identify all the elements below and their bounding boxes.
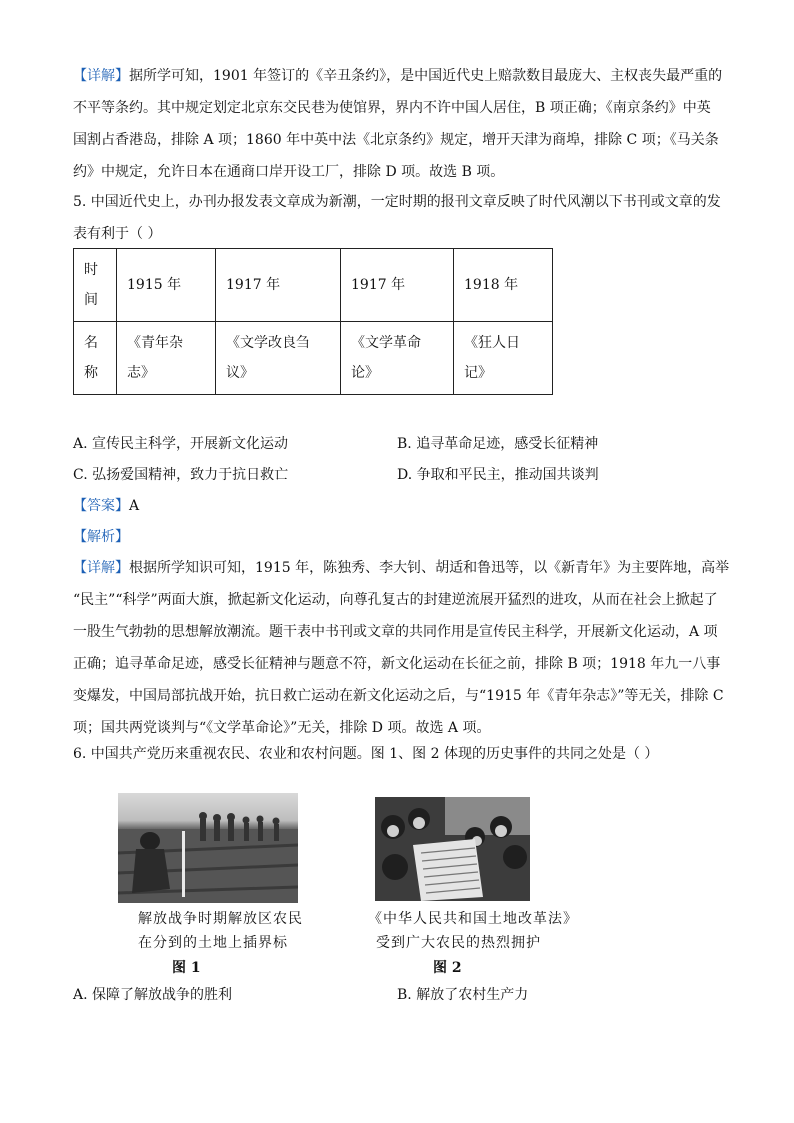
table-cell: 1918 年: [454, 249, 553, 322]
q5-stem: 5. 中国近代史上，办刊办报发表文章成为新潮，一定时期的报刊文章反映了时代风潮以下书刊或文章的发 表有利于（ ）: [73, 194, 721, 242]
q4-detail: [73, 60, 723, 188]
analysis-tag: 【解析】: [73, 529, 129, 545]
table-cell: 《狂人日 记》: [454, 322, 553, 395]
land-reform-law-photo: [375, 797, 530, 901]
table-cell: 1915 年: [117, 249, 216, 322]
option-d: D. 争取和平民主，推动国共谈判: [397, 467, 599, 483]
q5-table: [73, 248, 553, 395]
table-header-cell: 时 间: [74, 249, 117, 322]
q6-option-b: B. 解放了农村生产力: [397, 987, 529, 1003]
q4-detail-line: 【详解】据所学可知，1901 年签订的《辛丑条约》，是中国近代史上赔款数目最庞大、主权丧失最严重的: [73, 68, 723, 84]
q6-option-a: A. 保障了解放战争的胜利: [73, 987, 233, 1003]
fig1-label: 图 1: [172, 960, 201, 976]
fig2-label: 图 2: [433, 960, 462, 976]
detail-tag: 【详解】: [73, 68, 129, 84]
fig2-caption-line: 《中华人民共和国土地改革法》: [368, 911, 578, 927]
table-header-cell: 名 称: [74, 322, 117, 395]
q6-stem: 6. 中国共产党历来重视农民、农业和农村问题。图 1、图 2 体现的历史事件的共同之处是（ ）: [73, 746, 659, 762]
table-cell: 《青年杂 志》: [117, 322, 216, 395]
answer-tag: 【答案】: [73, 498, 129, 514]
table-cell: 1917 年: [341, 249, 454, 322]
farmers-boundary-photo: [118, 793, 298, 903]
table-cell: 1917 年: [216, 249, 341, 322]
q5-detail: 【详解】根据所学知识可知，1915 年，陈独秀、李大钊、胡适和鲁迅等，以《新青年》为主要阵地，高举 “民主”“科学”两面大旗，掀起新文化运动，向尊孔复古的封建逆流展开猛烈的进攻，从而在社会上掀起了 一股生气勃勃的思想解放潮流。题干表中书刊或文章的共同作用是宣传民主科学，开展新文化运动，A 项 正确；追寻革命足迹，感受长征精神与题意不符，新文化运动在长征之前，排除 B 项；1918 年九一八事 变爆发，中国局部抗战开始，抗日救亡运动在新文化运动之后，与“1915 年《青年杂志》”等无关，排除 C 项；国共两党谈判与“《文学革命论》”无关，排除 D 项。故选 A 项。: [73, 560, 730, 736]
answer: 【答案】A: [73, 498, 140, 514]
q4-detail-line: 不平等条约。其中规定划定北京东交民巷为使馆界，界内不许中国人居住，B 项正确；《南京条约》中英: [73, 100, 711, 116]
table-cell: 《文学改良刍 议》: [216, 322, 341, 395]
fig2-caption-line: 受到广大农民的热烈拥护: [376, 935, 541, 951]
q4-detail-line: 国割占香港岛，排除 A 项；1860 年中英中法《北京条约》规定，增开天津为商埠，排除 C 项；《马关条: [73, 132, 719, 148]
fig1-caption-line: 解放战争时期解放区农民: [138, 911, 303, 927]
option-b: B. 追寻革命足迹，感受长征精神: [397, 436, 599, 452]
table-row: [74, 249, 553, 322]
table-row: [74, 322, 553, 395]
fig1-caption-line: 在分到的土地上插界标: [138, 935, 288, 951]
option-a: A. 宣传民主科学，开展新文化运动: [73, 436, 289, 452]
q4-detail-line: 约》中规定，允许日本在通商口岸开设工厂，排除 D 项。故选 B 项。: [73, 164, 505, 180]
option-c: C. 弘扬爱国精神，致力于抗日救亡: [73, 467, 289, 483]
detail-tag: 【详解】: [73, 560, 129, 576]
table-cell: 《文学革命 论》: [341, 322, 454, 395]
